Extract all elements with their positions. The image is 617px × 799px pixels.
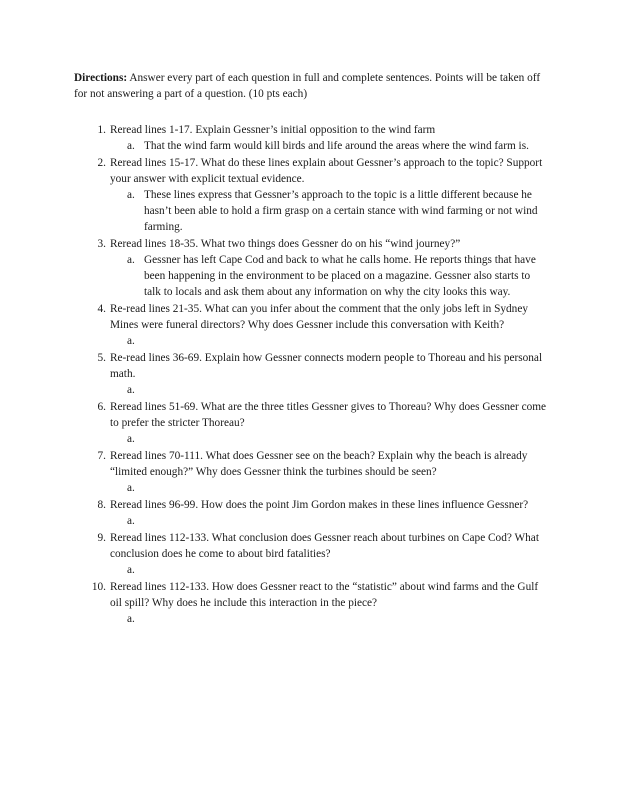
question-text: Reread lines 18-35. What two things does Gessner do on his “wind journey?” [110,238,461,250]
answer-list [110,382,548,398]
question-item [74,236,548,300]
answer-item [110,138,548,154]
question-text: Reread lines 70-111. What does Gessner see on the beach? Explain why the beach is already “limited enough?” Why does Gessner think the turbines should be seen? [110,450,528,478]
answer-list [110,187,548,235]
question-text: Reread lines 15-17. What do these lines explain about Gessner’s approach to the topic? Support your answer with explicit textual evidence. [110,157,543,185]
question-number: 5. [97,352,106,364]
answer-list [110,138,548,154]
question-number: 8. [97,499,106,511]
answer-label: a. [127,384,135,396]
question-number: 1. [97,124,106,136]
answer-item [110,611,548,627]
question-number: 4. [97,303,106,315]
question-item [74,497,548,529]
answer-label: a. [127,433,135,445]
answer-list [110,562,548,578]
answer-list [110,333,548,349]
question-text: Reread lines 96-99. How does the point Jim Gordon makes in these lines influence Gessner? [110,499,529,511]
answer-list [110,252,548,300]
question-list [74,122,548,628]
answer-item [110,333,548,349]
answer-list [110,431,548,447]
answer-label: a. [127,189,135,201]
question-text: Re-read lines 36-69. Explain how Gessner connects modern people to Thoreau and his personal math. [110,352,543,380]
question-item [74,155,548,235]
question-item [74,301,548,349]
answer-text: That the wind farm would kill birds and life around the areas where the wind farm is. [144,140,529,152]
question-item [74,530,548,578]
answer-item [110,187,548,235]
answer-item [110,480,548,496]
answer-label: a. [127,254,135,266]
answer-item [110,382,548,398]
question-number: 2. [97,157,106,169]
answer-label: a. [127,564,135,576]
answer-label: a. [127,140,135,152]
answer-text: Gessner has left Cape Cod and back to what he calls home. He reports things that have been happening in the environment to be placed on a magazine. Gessner also starts to talk to locals and ask them about any information on why the city looks this way. [144,254,536,298]
question-text: Reread lines 51-69. What are the three titles Gessner gives to Thoreau? Why does Gessner come to prefer the stricter Thoreau? [110,401,547,429]
directions-text: Answer every part of each question in full and complete sentences. Points will be taken off for not answering a part of a question. (10 pts each) [74,72,541,100]
question-number: 9. [97,532,106,544]
question-item [74,122,548,154]
answer-list [110,513,548,529]
question-text: Reread lines 112-133. What conclusion does Gessner reach about turbines on Cape Cod? What conclusion does he come to about bird fatalities? [110,532,539,560]
question-item [74,579,548,627]
question-item [74,448,548,496]
question-number: 6. [97,401,106,413]
answer-item [110,252,548,300]
question-text: Reread lines 1-17. Explain Gessner’s initial opposition to the wind farm [110,124,436,136]
question-number: 7. [97,450,106,462]
answer-label: a. [127,515,135,527]
directions-paragraph [74,70,544,102]
question-item [74,399,548,447]
question-text: Re-read lines 21-35. What can you infer about the comment that the only jobs left in Sydney Mines were funeral directors? Why does Gessner include this conversation with Keith? [110,303,528,331]
question-number: 10. [91,581,106,593]
answer-label: a. [127,335,135,347]
answer-item [110,431,548,447]
answer-label: a. [127,482,135,494]
question-number: 3. [97,238,106,250]
answer-text: These lines express that Gessner’s approach to the topic is a little different because he hasn’t been able to hold a firm grasp on a certain stance with wind farming or not wind farming. [144,189,538,233]
question-text: Reread lines 112-133. How does Gessner react to the “statistic” about wind farms and the Gulf oil spill? Why does he include this interaction in the piece? [110,581,539,609]
answer-list [110,611,548,627]
answer-label: a. [127,613,135,625]
answer-item [110,562,548,578]
answer-item [110,513,548,529]
answer-list [110,480,548,496]
question-item [74,350,548,398]
directions-label: Directions: [74,72,128,84]
